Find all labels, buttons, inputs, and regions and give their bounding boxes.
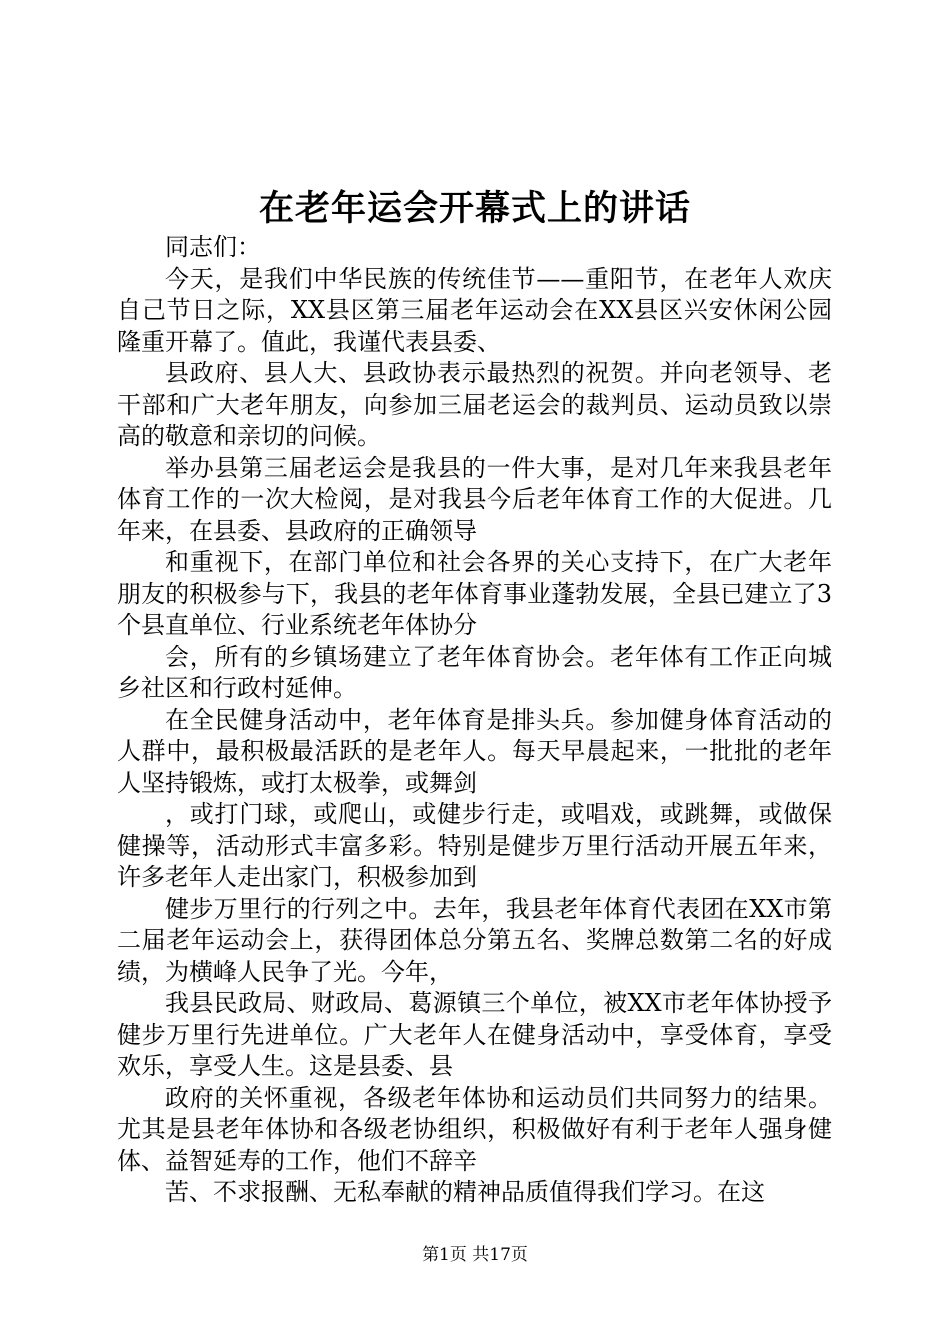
paragraph: 举办县第三届老运会是我县的一件大事，是对几年来我县老年体育工作的一次大检阅，是对我县今后老年体育工作的大促进。几年来，在县委、县政府的正确领导 xyxy=(117,453,832,545)
paragraph: 县政府、县人大、县政协表示最热烈的祝贺。并向老领导、老干部和广大老年朋友，向参加三届老运会的裁判员、运动员致以崇高的敬意和亲切的问候。 xyxy=(117,359,832,450)
document-title: 在老年运会开幕式上的讲话 xyxy=(258,188,691,229)
paragraph: 在全民健身活动中，老年体育是排头兵。参加健身体育活动的人群中，最积极最活跃的是老年人。每天早晨起来，一批批的老年人坚持锻炼，或打太极拳，或舞剑 xyxy=(117,705,832,797)
document-body xyxy=(117,232,832,1209)
paragraph: 健步万里行的行列之中。去年，我县老年体育代表团在XX市第二届老年运动会上，获得团体总分第五名、奖牌总数第二名的好成绩，为横峰人民争了光。今年， xyxy=(117,894,832,986)
paragraph: 苦、不求报酬、无私奉献的精神品质值得我们学习。在这 xyxy=(165,1178,765,1206)
paragraph-salutation: 同志们： xyxy=(165,233,261,261)
paragraph: 政府的关怀重视，各级老年体协和运动员们共同努力的结果。尤其是县老年体协和各级老协组织，积极做好有利于老年人强身健体、益智延寿的工作，他们不辞辛 xyxy=(117,1083,832,1175)
paragraph: ，或打门球，或爬山，或健步行走，或唱戏，或跳舞，或做保健操等，活动形式丰富多彩。特别是健步万里行活动开展五年来，许多老年人走出家门，积极参加到 xyxy=(117,800,832,891)
page-number-footer: 第1页 共17页 xyxy=(422,1245,528,1265)
paragraph: 会，所有的乡镇场建立了老年体育协会。老年体有工作正向城乡社区和行政村延伸。 xyxy=(117,642,832,702)
paragraph: 和重视下，在部门单位和社会各界的关心支持下，在广大老年朋友的积极参与下，我县的老年体育事业蓬勃发展，全县已建立了3个县直单位、行业系统老年体协分 xyxy=(117,548,832,639)
paragraph: 我县民政局、财政局、葛源镇三个单位，被XX市老年体协授予健步万里行先进单位。广大老年人在健身活动中，享受体育，享受欢乐，享受人生。这是县委、县 xyxy=(117,989,832,1080)
paragraph: 今天，是我们中华民族的传统佳节——重阳节，在老年人欢庆自己节日之际，XX县区第三届老年运动会在XX县区兴安休闲公园隆重开幕了。值此，我谨代表县委、 xyxy=(117,264,832,356)
